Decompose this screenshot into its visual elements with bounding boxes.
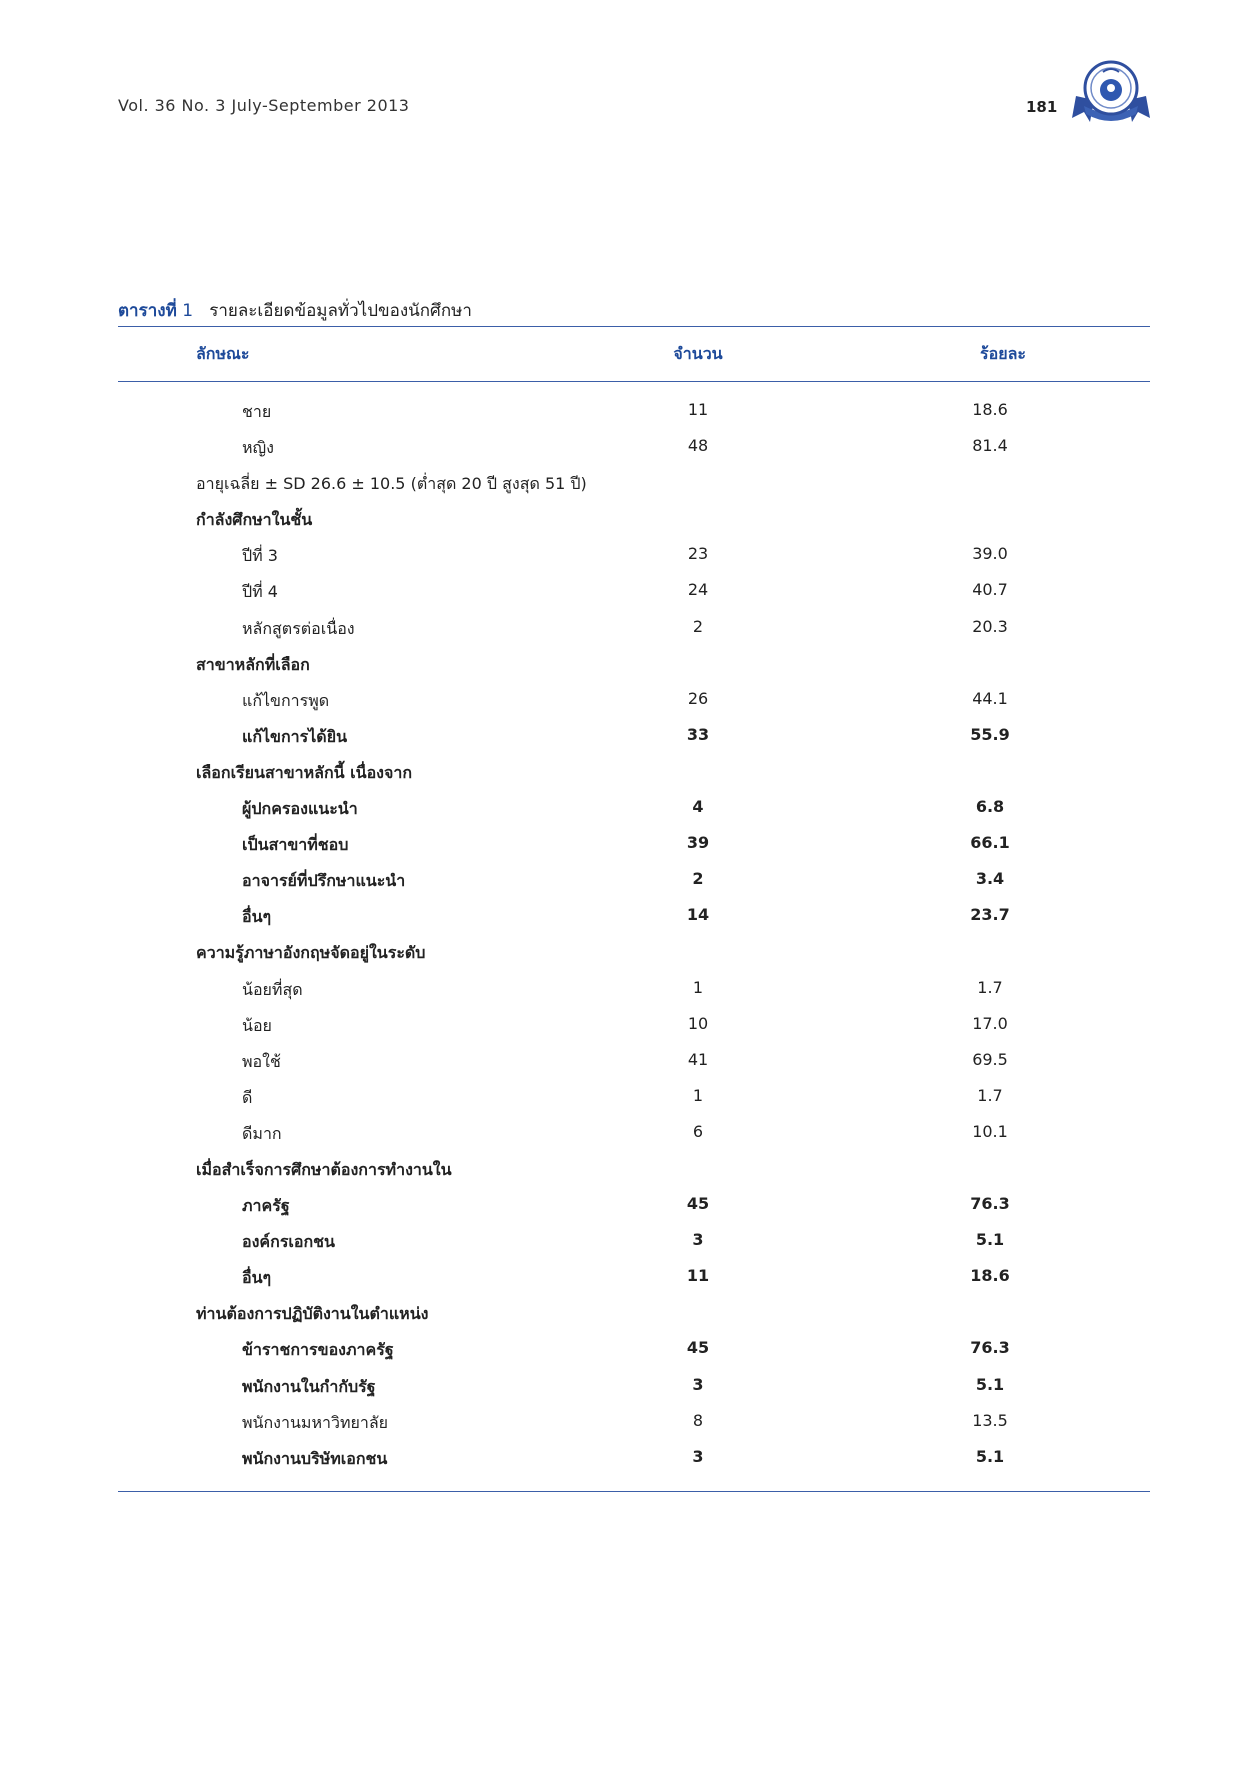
row-label: น้อย <box>242 1015 272 1035</box>
caption-label: ตารางที่ <box>118 301 177 321</box>
row-percent: 76.3 <box>970 1338 1010 1358</box>
header-count: จำนวน <box>673 344 723 363</box>
table-1 <box>118 296 1150 1492</box>
row-count: 23 <box>687 544 709 564</box>
row-label: ภาครัฐ <box>242 1196 290 1216</box>
row-count: 24 <box>687 580 709 600</box>
row-percent: 20.3 <box>972 616 1008 636</box>
table-row <box>118 1224 1150 1260</box>
header-characteristic: ลักษณะ <box>196 344 250 363</box>
journal-seal-logo <box>1070 56 1152 126</box>
row-count: 14 <box>686 905 710 925</box>
row-count: 2 <box>692 869 704 889</box>
row-label: สาขาหลักที่เลือก <box>196 654 310 674</box>
table-row <box>118 1260 1150 1296</box>
table-section-heading <box>118 502 1150 538</box>
table-row <box>118 719 1150 755</box>
table-body <box>118 382 1150 1491</box>
row-percent: 17.0 <box>972 1013 1008 1033</box>
row-label: ท่านต้องการปฏิบัติงานในตำแหน่ง <box>196 1304 429 1324</box>
row-label: อื่นๆ <box>242 1268 272 1288</box>
row-label: ผู้ปกครองแนะนำ <box>242 799 358 819</box>
row-label: อายุเฉลี่ย ± SD 26.6 ± 10.5 (ต่ำสุด 20 ปี สูงสุด 51 ปี) <box>196 474 587 494</box>
row-count: 3 <box>692 1374 704 1394</box>
table-row <box>118 899 1150 935</box>
table-row <box>118 1441 1150 1477</box>
row-label: อื่นๆ <box>242 907 272 927</box>
table-section-heading <box>118 935 1150 971</box>
row-label: แก้ไขการพูด <box>242 690 330 710</box>
row-percent: 13.5 <box>972 1410 1008 1430</box>
row-count: 10 <box>687 1013 709 1033</box>
row-label: เมื่อสำเร็จการศึกษาต้องการทำงานใน <box>196 1159 452 1179</box>
table-row <box>118 1332 1150 1368</box>
row-percent: 10.1 <box>972 1121 1008 1141</box>
row-percent: 39.0 <box>972 544 1008 564</box>
row-percent: 44.1 <box>972 688 1008 708</box>
row-label: หลักสูตรต่อเนื่อง <box>242 618 355 638</box>
table-header-row <box>118 327 1150 381</box>
row-label: ปีที่ 4 <box>242 582 278 602</box>
row-percent: 1.7 <box>977 1085 1003 1105</box>
table-row <box>118 1188 1150 1224</box>
row-label: พอใช้ <box>242 1051 281 1071</box>
table-row <box>118 394 1150 430</box>
row-percent: 1.7 <box>977 977 1003 997</box>
row-percent: 18.6 <box>972 400 1008 419</box>
row-count: 4 <box>692 797 704 817</box>
row-label: ชาย <box>242 402 272 421</box>
row-percent: 40.7 <box>972 580 1008 600</box>
table-row <box>118 538 1150 574</box>
row-label: องค์กรเอกชน <box>242 1232 335 1252</box>
running-head: Vol. 36 No. 3 July-September 2013 <box>118 96 410 115</box>
table-row <box>118 1008 1150 1044</box>
row-count: 3 <box>692 1446 704 1466</box>
row-label: อาจารย์ที่ปรึกษาแนะนำ <box>242 871 406 891</box>
row-count: 33 <box>686 724 710 744</box>
row-label: พนักงานมหาวิทยาลัย <box>242 1412 389 1432</box>
table-row <box>118 1116 1150 1152</box>
caption-number: 1 <box>182 301 194 321</box>
row-percent: 5.1 <box>975 1446 1005 1466</box>
table-row <box>118 827 1150 863</box>
row-label: เลือกเรียนสาขาหลักนี้ เนื่องจาก <box>196 762 413 782</box>
row-count: 26 <box>687 688 709 708</box>
row-count: 6 <box>692 1121 704 1141</box>
table-row <box>118 972 1150 1008</box>
table-caption <box>118 296 1150 326</box>
page-number: 181 <box>1026 98 1058 116</box>
row-count: 45 <box>686 1338 710 1358</box>
table-row <box>118 791 1150 827</box>
row-label: น้อยที่สุด <box>242 979 303 999</box>
row-percent: 3.4 <box>975 869 1005 889</box>
row-percent: 69.5 <box>972 1049 1008 1069</box>
row-count: 1 <box>692 1085 704 1105</box>
table-bottom-rule <box>118 1491 1150 1492</box>
row-count: 11 <box>686 1266 710 1286</box>
row-label: ปีที่ 3 <box>242 546 278 566</box>
table-row <box>118 611 1150 647</box>
row-count: 48 <box>687 436 709 456</box>
row-count: 1 <box>692 977 704 997</box>
row-percent: 18.6 <box>970 1266 1010 1286</box>
row-count: 8 <box>692 1410 704 1430</box>
table-row <box>118 466 1150 502</box>
table-row <box>118 683 1150 719</box>
table-row <box>118 1369 1150 1405</box>
row-percent: 6.8 <box>975 797 1005 817</box>
table-row <box>118 574 1150 610</box>
table-section-heading <box>118 1296 1150 1332</box>
row-label: เป็นสาขาที่ชอบ <box>242 835 349 855</box>
table-row <box>118 1405 1150 1441</box>
row-label: พนักงานบริษัทเอกชน <box>242 1448 388 1468</box>
table-row <box>118 1044 1150 1080</box>
row-percent: 81.4 <box>972 436 1008 456</box>
row-percent: 66.1 <box>970 833 1010 853</box>
row-count: 11 <box>687 400 709 419</box>
row-label: พนักงานในกำกับรัฐ <box>242 1376 376 1396</box>
row-percent: 23.7 <box>970 905 1010 925</box>
row-label: ดีมาก <box>242 1123 282 1143</box>
row-label: หญิง <box>242 438 274 458</box>
row-label: ข้าราชการของภาครัฐ <box>242 1340 394 1360</box>
table-section-heading <box>118 647 1150 683</box>
row-percent: 5.1 <box>975 1374 1005 1394</box>
row-label: ดี <box>242 1087 253 1107</box>
row-count: 39 <box>686 833 710 853</box>
table-section-heading <box>118 755 1150 791</box>
table-section-heading <box>118 1152 1150 1188</box>
row-count: 41 <box>687 1049 709 1069</box>
header-percent: ร้อยละ <box>980 344 1026 363</box>
row-percent: 5.1 <box>975 1230 1005 1250</box>
row-count: 3 <box>692 1230 704 1250</box>
row-percent: 76.3 <box>970 1194 1010 1214</box>
table-row <box>118 1080 1150 1116</box>
row-percent: 55.9 <box>970 724 1010 744</box>
row-label: กำลังศึกษาในชั้น <box>196 510 313 530</box>
table-row <box>118 430 1150 466</box>
row-label: แก้ไขการได้ยิน <box>242 726 347 746</box>
row-count: 2 <box>692 616 704 636</box>
row-count: 45 <box>686 1194 710 1214</box>
row-label: ความรู้ภาษาอังกฤษจัดอยู่ในระดับ <box>196 943 426 963</box>
caption-text: รายละเอียดข้อมูลทั่วไปของนักศึกษา <box>209 301 472 321</box>
table-row <box>118 863 1150 899</box>
